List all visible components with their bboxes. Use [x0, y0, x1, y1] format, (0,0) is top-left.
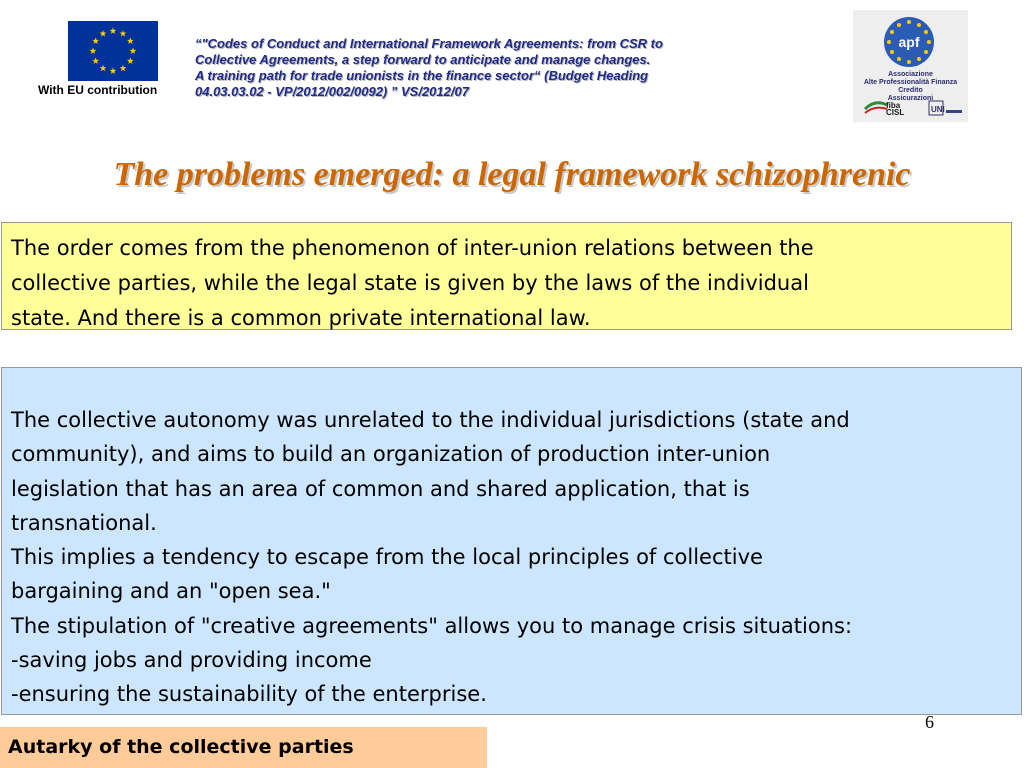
eu-star-icon [92, 57, 99, 64]
text-line: legislation that has an area of common and shared application, that is [11, 476, 750, 501]
project-header-line: 04.03.03.02 - VP/2012/002/0092) ” VS/2012/07 [195, 84, 469, 99]
text-line: state. And there is a common private international law. [11, 306, 591, 330]
apf-circle-icon [883, 16, 935, 68]
eu-star-icon [127, 37, 134, 44]
eu-star-icon [92, 37, 99, 44]
collective-autonomy-text-box [1, 367, 1022, 715]
text-line: community), and aims to build an organization of production inter-union [11, 442, 771, 467]
eu-star-icon [110, 67, 117, 74]
eu-star-icon [90, 47, 97, 54]
project-header-line: Collective Agreements, a step forward to anticipate and manage changes. [195, 52, 651, 67]
uni-logo-icon [928, 100, 963, 116]
text-line: collective parties, while the legal state is given by the laws of the individual [11, 271, 809, 295]
text-line: bargaining and an "open sea." [11, 579, 331, 604]
eu-star-icon [100, 65, 107, 72]
eu-star-icon [110, 27, 117, 34]
footer-section-label: Autarky of the collective parties [0, 727, 487, 768]
project-header-line: A training path for trade unionists in the finance sector“ (Budget Heading [195, 68, 649, 83]
svg-text:UNI: UNI [931, 105, 945, 114]
order-text-box [1, 222, 1012, 330]
text-line: This implies a tendency to escape from the local principles of collective [11, 545, 763, 570]
page-number: 6 [925, 712, 934, 732]
text-line: transnational. [11, 510, 157, 535]
eu-star-icon [120, 65, 127, 72]
text-line: -saving jobs and providing income [11, 648, 372, 673]
text-line: The collective autonomy was unrelated to the individual jurisdictions (state and [11, 408, 850, 432]
fiba-cisl-text: fiba CISL [886, 101, 905, 117]
apf-line: Associazione [888, 71, 933, 78]
project-header [195, 36, 795, 100]
apf-line: Credito [898, 87, 923, 94]
svg-text:apf: apf [898, 34, 920, 50]
text-line: -ensuring the sustainability of the enterprise. [11, 682, 487, 707]
eu-star-icon [100, 30, 107, 37]
eu-star-icon [127, 57, 134, 64]
apf-line: Alte Professionalità Finanza [863, 79, 958, 86]
project-header-line: “"Codes of Conduct and International Framework Agreements: from CSR to [195, 36, 663, 51]
eu-contribution-caption: With EU contribution [38, 83, 158, 97]
apf-line: Assicurazioni [887, 95, 934, 102]
eu-flag-icon [68, 21, 158, 81]
slide-title: The problems emerged: a legal framework schizophrenic [113, 156, 911, 193]
apf-logo-icon [853, 10, 968, 122]
text-line: The stipulation of "creative agreements" allows you to manage crisis situations: [11, 613, 853, 638]
eu-star-icon [120, 30, 127, 37]
eu-star-icon [130, 47, 137, 54]
text-line: The order comes from the phenomenon of inter-union relations between the [11, 236, 814, 260]
